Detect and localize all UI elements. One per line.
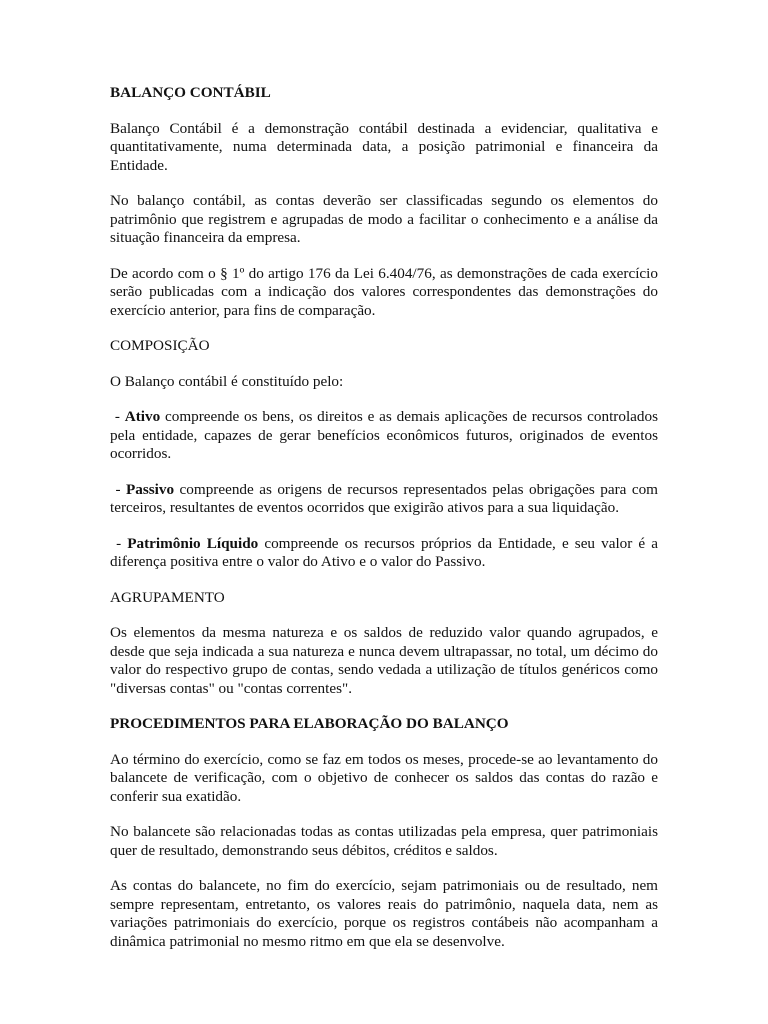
term-passivo: Passivo <box>125 480 175 498</box>
composicao-item-passivo <box>110 481 658 518</box>
document-title: BALANÇO CONTÁBIL <box>110 84 271 101</box>
item-text: compreende os bens, os direitos e as demais aplicações de recursos controlados pela entidade, capazes de gerar benefícios econômicos futuros, originados de eventos ocorridos. <box>110 408 659 462</box>
item-text: compreende os recursos próprios da Entidade, e seu valor é a diferença positiva entre o valor do Ativo e o valor do Passivo. <box>110 534 658 570</box>
item-prefix: - <box>110 408 125 425</box>
procedimentos-paragraph-1: Ao término do exercício, como se faz em todos os meses, procede-se ao levantamento do balancete de verificação, com o objetivo de conhecer os saldos das contas do razão e conferir sua exatidão. <box>110 750 658 805</box>
term-ativo: Ativo <box>124 408 161 425</box>
composicao-item-ativo <box>110 408 658 464</box>
agrupamento-paragraph: Os elementos da mesma natureza e os saldos de reduzido valor quando agrupados, e desde que seja indicada a sua natureza e nunca devem ultrapassar, no total, um décimo do valor do respectivo grupo de contas, sendo vedada a utilização de títulos genéricos como "diversas contas" ou "contas correntes". <box>110 624 658 697</box>
procedimentos-paragraph-2: No balancete são relacionadas todas as contas utilizadas pela empresa, quer patrimoniais quer de resultado, demonstrando seus débitos, créditos e saldos. <box>110 823 658 859</box>
item-text: compreende as origens de recursos representados pelas obrigações para com terceiros, resultantes de eventos ocorridos que exigirão ativos para a sua liquidação. <box>110 480 658 516</box>
composicao-heading: COMPOSIÇÃO <box>110 337 210 354</box>
composicao-item-patrimonio-liquido <box>110 535 658 572</box>
procedimentos-heading: PROCEDIMENTOS PARA ELABORAÇÃO DO BALANÇO <box>110 715 509 732</box>
intro-paragraph-2: No balanço contábil, as contas deverão ser classificadas segundo os elementos do patrimônio que registrem e agrupadas de modo a facilitar o conhecimento e a análise da situação financeira da empresa. <box>110 192 658 246</box>
term-patrimonio-liquido: Patrimônio Líquido <box>127 534 259 552</box>
item-prefix: - <box>110 480 126 498</box>
agrupamento-heading: AGRUPAMENTO <box>110 588 225 606</box>
procedimentos-paragraph-3: As contas do balancete, no fim do exercício, sejam patrimoniais ou de resultado, nem sempre representam, entretanto, os valores reais do patrimônio, naquela data, nem as variações patrimoniais do exercício, porque os registros contábeis não acompanham a dinâmica patrimonial no mesmo ritmo em que ela se desenvolve. <box>110 877 658 950</box>
item-prefix: - <box>110 534 128 552</box>
intro-paragraph-1: Balanço Contábil é a demonstração contábil destinada a evidenciar, qualitativa e quantitativamente, numa determinada data, a posição patrimonial e financeira da Entidade. <box>110 119 658 174</box>
composicao-lead: O Balanço contábil é constituído pelo: <box>110 372 344 390</box>
intro-paragraph-3: De acordo com o § 1º do artigo 176 da Lei 6.404/76, as demonstrações de cada exercício serão publicadas com a indicação dos valores correspondentes das demonstrações do exercício anterior, para fins de comparação. <box>110 264 658 319</box>
document-page <box>110 84 658 968</box>
